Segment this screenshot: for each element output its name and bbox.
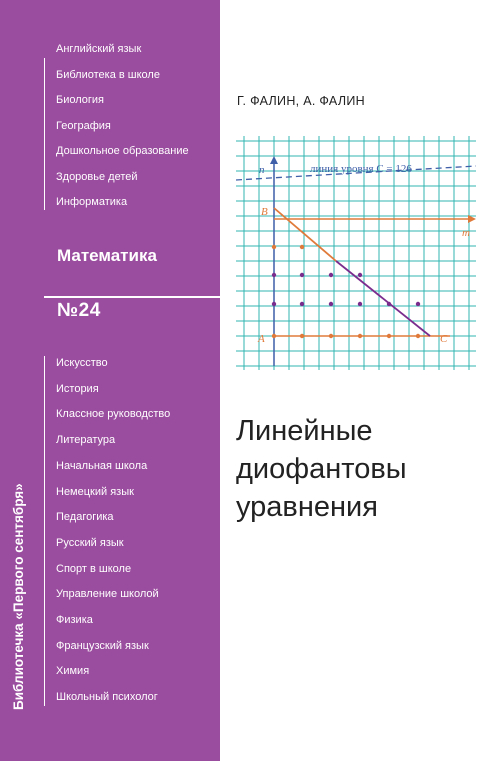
label-m: m — [462, 227, 470, 239]
issue-number: №24 — [57, 300, 101, 321]
subject-bottom-9: Управление школой — [56, 588, 159, 601]
lattice-dot-purple — [358, 273, 362, 277]
current-subject: Математика — [57, 246, 157, 265]
sidebar-divider-bottom — [44, 356, 45, 706]
subject-top-6: Информатика — [56, 196, 128, 208]
label-c: C — [440, 333, 448, 345]
sidebar — [0, 0, 220, 761]
lattice-dot-orange — [300, 334, 304, 338]
lattice-dot-orange — [300, 245, 304, 249]
subject-top-3: География — [56, 119, 111, 132]
subject-top-1: Библиотека в школе — [56, 68, 160, 81]
lattice-dot-orange — [358, 334, 362, 338]
title-line-2: диофантовы — [236, 453, 407, 485]
lattice-dot-purple — [387, 302, 391, 306]
subject-top-5: Здоровье детей — [56, 170, 138, 183]
subject-bottom-13: Школьный психолог — [56, 691, 158, 704]
lattice-dot-purple — [272, 302, 276, 306]
level-label: линия уровня C = 126 — [310, 163, 412, 175]
subject-bottom-6: Педагогика — [56, 511, 114, 524]
lattice-dot-purple — [416, 302, 420, 306]
subject-bottom-1: История — [56, 382, 99, 395]
lattice-dot-orange — [329, 334, 333, 338]
subject-bottom-3: Литература — [56, 434, 116, 447]
sidebar-rule — [44, 296, 220, 298]
label-b: B — [261, 206, 268, 218]
authors: Г. ФАЛИН, А. ФАЛИН — [237, 94, 365, 108]
label-a: A — [258, 333, 265, 345]
subject-bottom-0: Искусство — [56, 357, 108, 369]
subject-top-2: Биология — [56, 94, 105, 106]
label-n: n — [259, 164, 265, 176]
series-title: Библиотечка «Первого сентября» — [11, 483, 26, 710]
subject-bottom-7: Русский язык — [56, 536, 124, 549]
lattice-dot-purple — [300, 302, 304, 306]
lattice-dot-purple — [272, 273, 276, 277]
subject-bottom-10: Физика — [56, 614, 93, 626]
lattice-dot-purple — [329, 273, 333, 277]
subject-top-0: Английский язык — [56, 43, 142, 55]
title-line-3: уравнения — [236, 491, 378, 523]
lattice-dot-purple — [300, 273, 304, 277]
subject-bottom-12: Химия — [56, 665, 90, 678]
lattice-dot-purple — [329, 302, 333, 306]
lattice-dot-purple — [358, 302, 362, 306]
subject-bottom-4: Начальная школа — [56, 459, 148, 472]
lattice-dot-orange — [416, 334, 420, 338]
subject-bottom-8: Спорт в школе — [56, 562, 132, 575]
cover-figure — [236, 136, 476, 370]
sidebar-divider-top — [44, 58, 45, 210]
lattice-dot-orange — [272, 245, 276, 249]
subject-bottom-2: Классное руководство — [56, 408, 171, 421]
subject-bottom-5: Немецкий язык — [56, 485, 134, 498]
title-line-1: Линейные — [236, 415, 373, 447]
lattice-dot-orange — [272, 334, 276, 338]
lattice-dot-orange — [387, 334, 391, 338]
subject-top-4: Дошкольное образование — [56, 145, 189, 157]
subject-bottom-11: Французский язык — [56, 639, 149, 652]
book-title — [236, 412, 407, 526]
